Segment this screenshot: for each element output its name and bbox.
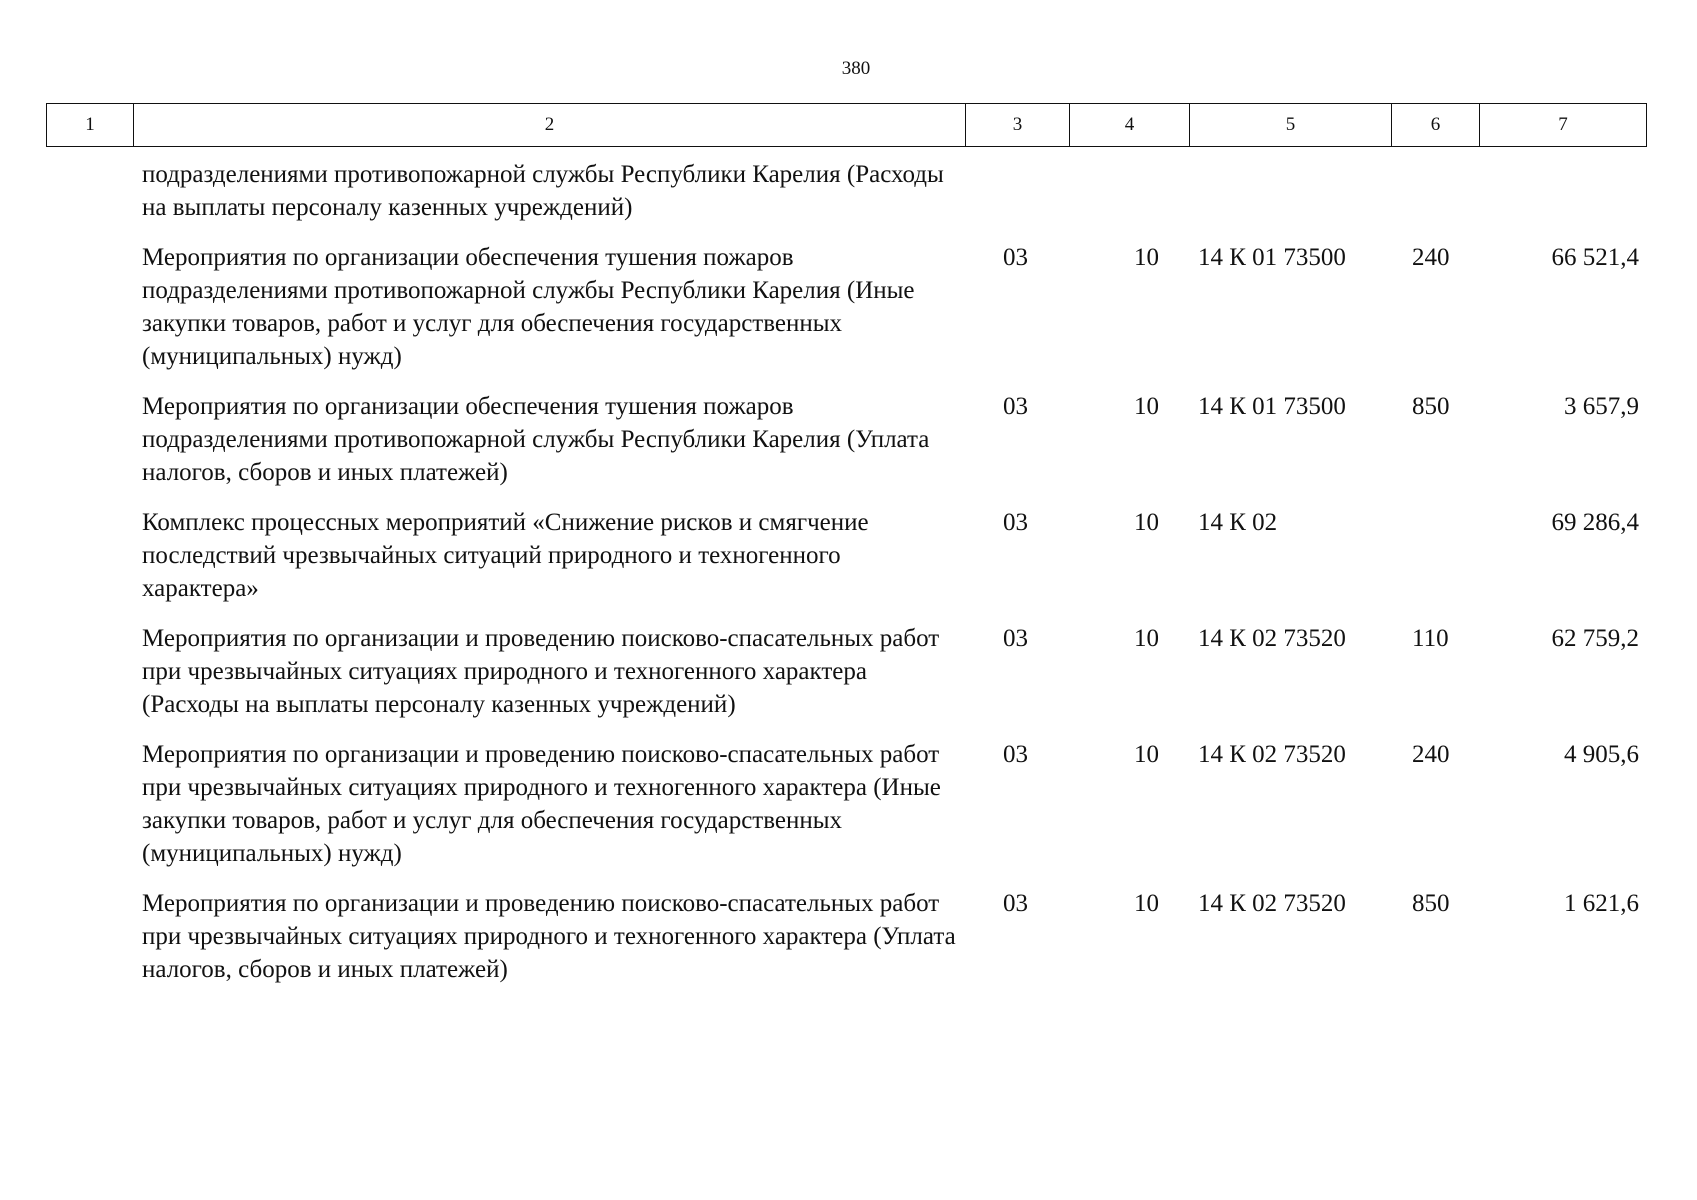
column-header-table — [46, 103, 1647, 147]
table-row — [46, 158, 1646, 224]
row-expense-type: 850 — [1412, 890, 1450, 917]
column-header-1: 1 — [47, 104, 134, 147]
row-subsection: 10 — [1134, 741, 1159, 768]
row-subsection: 10 — [1134, 509, 1159, 536]
row-section: 03 — [1003, 244, 1028, 271]
table-row — [46, 506, 1646, 605]
row-expense-type: 240 — [1412, 244, 1450, 271]
column-header-row — [47, 104, 1647, 147]
row-section: 03 — [1003, 625, 1028, 652]
table-row — [46, 887, 1646, 986]
table-row — [46, 390, 1646, 489]
column-header-7: 7 — [1480, 104, 1647, 147]
column-header-2: 2 — [134, 104, 966, 147]
row-description: подразделениями противопожарной службы Республики Карелия (Расходы на выплаты персоналу казенных учреждений) — [142, 161, 944, 221]
column-header-6: 6 — [1392, 104, 1480, 147]
column-header-5: 5 — [1190, 104, 1392, 147]
row-amount: 3 657,9 — [1564, 393, 1639, 420]
row-expense-type: 850 — [1412, 393, 1450, 420]
table-row — [46, 241, 1646, 373]
row-target-article: 14 К 01 73500 — [1198, 244, 1346, 271]
row-section: 03 — [1003, 393, 1028, 420]
column-header-4: 4 — [1070, 104, 1190, 147]
row-target-article: 14 К 02 73520 — [1198, 741, 1346, 768]
row-expense-type: 240 — [1412, 741, 1450, 768]
row-section: 03 — [1003, 890, 1028, 917]
row-description: Мероприятия по организации обеспечения тушения пожаров подразделениями противопожарной службы Республики Карелия (Иные закупки товаров, работ и услуг для обеспечения государственных (муниципальных) нужд) — [142, 244, 915, 370]
row-description: Мероприятия по организации и проведению поисково-спасательных работ при чрезвычайных ситуациях природного и техногенного характера (Расходы на выплаты персоналу казенных учреждений) — [142, 625, 940, 718]
row-amount: 4 905,6 — [1564, 741, 1639, 768]
row-description: Мероприятия по организации и проведению поисково-спасательных работ при чрезвычайных ситуациях природного и техногенного характера (Иные закупки товаров, работ и услуг для обеспечения государственных (муниципальных) нужд) — [142, 741, 941, 867]
row-target-article: 14 К 02 — [1198, 509, 1278, 536]
row-expense-type: 110 — [1412, 625, 1449, 652]
row-target-article: 14 К 01 73500 — [1198, 393, 1346, 420]
row-target-article: 14 К 02 73520 — [1198, 625, 1346, 652]
row-subsection: 10 — [1134, 890, 1159, 917]
row-amount: 66 521,4 — [1551, 244, 1639, 271]
row-section: 03 — [1003, 741, 1028, 768]
row-subsection: 10 — [1134, 393, 1159, 420]
row-subsection: 10 — [1134, 625, 1159, 652]
table-row — [46, 622, 1646, 721]
row-amount: 62 759,2 — [1551, 625, 1639, 652]
row-description: Мероприятия по организации обеспечения тушения пожаров подразделениями противопожарной службы Республики Карелия (Уплата налогов, сборов и иных платежей) — [142, 393, 930, 486]
table-row — [46, 738, 1646, 870]
row-target-article: 14 К 02 73520 — [1198, 890, 1346, 917]
row-section: 03 — [1003, 509, 1028, 536]
row-amount: 69 286,4 — [1551, 509, 1639, 536]
row-amount: 1 621,6 — [1564, 890, 1639, 917]
budget-table-body — [46, 158, 1646, 1003]
column-header-3: 3 — [966, 104, 1070, 147]
row-subsection: 10 — [1134, 244, 1159, 271]
row-description: Мероприятия по организации и проведению поисково-спасательных работ при чрезвычайных ситуациях природного и техногенного характера (Уплата налогов, сборов и иных платежей) — [142, 890, 956, 983]
page-number: 380 — [841, 58, 871, 79]
row-description: Комплекс процессных мероприятий «Снижение рисков и смягчение последствий чрезвычайных ситуаций природного и техногенного характера» — [142, 509, 869, 602]
